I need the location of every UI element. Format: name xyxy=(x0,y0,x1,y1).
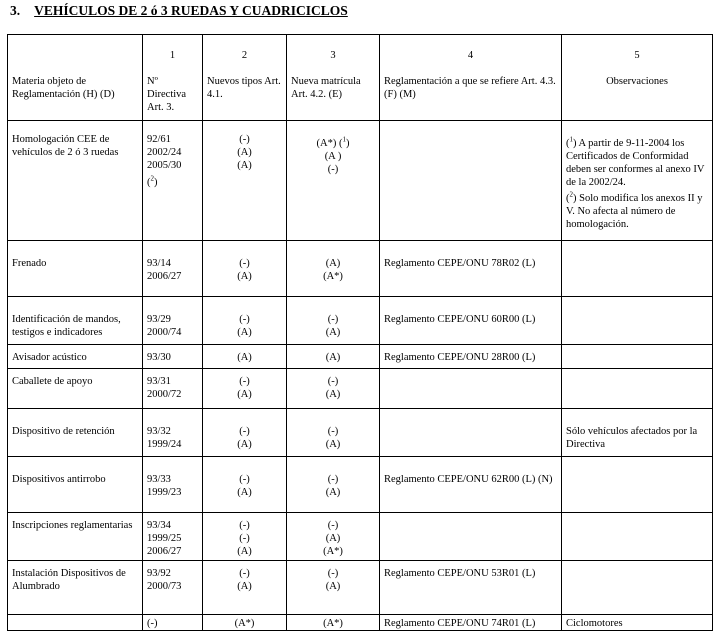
table-row xyxy=(8,615,713,631)
table-row xyxy=(8,457,713,513)
directiva-cell-line: 93/32 xyxy=(147,426,171,437)
directiva-cell-line: 1999/23 xyxy=(147,487,182,498)
directiva-cell xyxy=(143,297,203,345)
matricula-cell-line: (A) xyxy=(325,533,341,544)
directiva-cell-line: 2002/24 xyxy=(147,147,182,158)
reglamento-cell-text: Reglamento CEPE/ONU 74R01 (L) xyxy=(384,618,536,629)
table-row xyxy=(8,345,713,369)
directiva-cell-line: ($^2$) xyxy=(147,174,158,188)
directiva-cell-line: 1999/25 xyxy=(147,533,182,544)
observaciones-cell xyxy=(562,121,713,241)
directiva-cell xyxy=(143,369,203,409)
materia-cell-text: Caballete de apoyo xyxy=(12,376,93,387)
matricula-cell-line: (A) xyxy=(325,439,341,450)
reglamento-cell xyxy=(380,457,562,513)
materia-cell xyxy=(8,513,143,561)
table-row xyxy=(8,369,713,409)
reglamento-cell xyxy=(380,241,562,297)
header-observaciones: 5 Observaciones xyxy=(562,35,713,121)
matricula-cell-line: (A ) xyxy=(324,150,342,162)
materia-cell-text: Identificación de mandos, testigos e indicadores xyxy=(12,314,121,338)
materia-cell-text: Homologación CEE de vehículos de 2 ó 3 ruedas xyxy=(12,134,119,158)
directiva-cell-line: 1999/24 xyxy=(147,439,182,450)
header-reglamentacion: 4 Reglamentación a que se refiere Art. 4.3. (F) (M) xyxy=(380,35,562,121)
directiva-cell xyxy=(143,121,203,241)
directiva-cell-line: 93/14 xyxy=(147,258,171,269)
table-row xyxy=(8,121,713,241)
directiva-cell-line: 2006/27 xyxy=(147,546,182,557)
matricula-cell-line: (A*) xyxy=(323,271,343,282)
nuevos-tipos-cell-line: (-) xyxy=(239,134,250,145)
table-row xyxy=(8,513,713,561)
directiva-cell-line: 2000/72 xyxy=(147,389,182,400)
directiva-cell-line: 2000/74 xyxy=(147,327,182,338)
nuevos-tipos-cell-line: (-) xyxy=(239,474,250,485)
observacion-text: Sólo vehículos afectados por la Directiva xyxy=(566,426,698,450)
section-number: 3. xyxy=(10,3,21,18)
table-header-row xyxy=(8,35,713,121)
nuevos-tipos-cell-line: (A) xyxy=(237,581,252,592)
reglamento-cell xyxy=(380,409,562,457)
nuevos-tipos-cell xyxy=(203,297,287,345)
matricula-cell-line: (A) xyxy=(325,258,341,269)
regulation-table xyxy=(7,34,713,631)
materia-cell xyxy=(8,345,143,369)
matricula-cell-line: (-) xyxy=(327,163,339,175)
directiva-cell-line: 93/92 xyxy=(147,568,171,579)
directiva-cell xyxy=(143,513,203,561)
matricula-cell-line: (A*) ($^1$) xyxy=(316,135,350,149)
nuevos-tipos-cell-line: (-) xyxy=(239,376,250,387)
matricula-cell xyxy=(287,241,380,297)
materia-cell xyxy=(8,297,143,345)
observaciones-cell xyxy=(562,369,713,409)
observaciones-cell xyxy=(562,345,713,369)
nuevos-tipos-cell xyxy=(203,345,287,369)
matricula-cell xyxy=(287,297,380,345)
matricula-cell xyxy=(287,409,380,457)
matricula-cell xyxy=(287,121,380,241)
nuevos-tipos-cell xyxy=(203,457,287,513)
nuevos-tipos-cell-line: (-) xyxy=(239,520,250,531)
matricula-cell-line: (-) xyxy=(327,568,339,579)
materia-cell-text: Frenado xyxy=(12,258,47,269)
nuevos-tipos-cell-line: (-) xyxy=(239,314,250,325)
header-nueva-matricula: 3 Nueva matrícula Art. 4.2. (E) xyxy=(287,35,380,121)
nuevos-tipos-cell xyxy=(203,121,287,241)
materia-cell xyxy=(8,561,143,615)
matricula-cell xyxy=(287,345,380,369)
header-materia: Materia objeto de Reglamentación (H) (D) xyxy=(8,35,143,121)
nuevos-tipos-cell-line: (A) xyxy=(237,352,252,363)
nuevos-tipos-cell-line: (A) xyxy=(237,271,252,282)
nuevos-tipos-cell-line: (-) xyxy=(239,533,250,544)
directiva-cell xyxy=(143,345,203,369)
nuevos-tipos-cell-line: (A) xyxy=(237,147,252,158)
reglamento-cell-text: Reglamento CEPE/ONU 28R00 (L) xyxy=(384,352,536,363)
directiva-cell-line: 93/34 xyxy=(147,520,171,531)
nuevos-tipos-cell-line: (A) xyxy=(237,327,252,338)
matricula-cell xyxy=(287,457,380,513)
materia-cell-text: Dispositivos antirrobo xyxy=(12,474,106,485)
section-title: VEHÍCULOS DE 2 ó 3 RUEDAS Y CUADRICICLOS xyxy=(34,3,348,18)
directiva-cell-line: 2006/27 xyxy=(147,271,182,282)
nuevos-tipos-cell-line: (A*) xyxy=(234,618,255,629)
reglamento-cell-text: Reglamento CEPE/ONU 60R00 (L) xyxy=(384,314,536,325)
section-heading xyxy=(10,3,348,19)
nuevos-tipos-cell xyxy=(203,513,287,561)
observaciones-cell xyxy=(562,457,713,513)
matricula-cell-line: (-) xyxy=(327,520,339,531)
nuevos-tipos-cell-line: (A) xyxy=(237,389,252,400)
observaciones-cell xyxy=(562,241,713,297)
materia-cell xyxy=(8,615,143,631)
reglamento-cell xyxy=(380,369,562,409)
header-nuevos-tipos: 2 Nuevos tipos Art. 4.1. xyxy=(203,35,287,121)
matricula-cell-line: (A*) xyxy=(323,618,343,629)
materia-cell-text: Dispositivo de retención xyxy=(12,426,115,437)
reglamento-cell xyxy=(380,513,562,561)
materia-cell-text: Inscripciones reglamentarias xyxy=(12,520,133,531)
reglamento-cell xyxy=(380,345,562,369)
observaciones-cell xyxy=(562,561,713,615)
directiva-cell xyxy=(143,561,203,615)
matricula-cell-line: (-) xyxy=(327,474,339,485)
nuevos-tipos-cell xyxy=(203,241,287,297)
reglamento-cell-text: Reglamento CEPE/ONU 62R00 (L) (N) xyxy=(384,474,553,485)
table-row xyxy=(8,409,713,457)
materia-cell xyxy=(8,409,143,457)
materia-cell xyxy=(8,369,143,409)
directiva-cell xyxy=(143,457,203,513)
observacion-text: ($^2$) Solo modifica los anexos II y V. No afecta al número de homologación. xyxy=(566,190,703,230)
observaciones-cell xyxy=(562,615,713,631)
materia-cell xyxy=(8,457,143,513)
matricula-cell-line: (A) xyxy=(325,389,341,400)
matricula-cell-line: (-) xyxy=(327,376,339,387)
table-row xyxy=(8,561,713,615)
observaciones-cell xyxy=(562,297,713,345)
observacion-text: Ciclomotores xyxy=(566,618,623,629)
nuevos-tipos-cell xyxy=(203,615,287,631)
observaciones-cell xyxy=(562,513,713,561)
table-row xyxy=(8,297,713,345)
materia-cell xyxy=(8,121,143,241)
matricula-cell-line: (A) xyxy=(325,352,341,363)
nuevos-tipos-cell xyxy=(203,369,287,409)
reglamento-cell-text: Reglamento CEPE/ONU 78R02 (L) xyxy=(384,258,536,269)
directiva-cell-line: 93/31 xyxy=(147,376,171,387)
reglamento-cell xyxy=(380,297,562,345)
directiva-cell xyxy=(143,615,203,631)
matricula-cell xyxy=(287,561,380,615)
reglamento-cell-text: Reglamento CEPE/ONU 53R01 (L) xyxy=(384,568,536,579)
nuevos-tipos-cell xyxy=(203,561,287,615)
matricula-cell-line: (-) xyxy=(327,426,339,437)
reglamento-cell xyxy=(380,121,562,241)
directiva-cell-line: 93/33 xyxy=(147,474,171,485)
nuevos-tipos-cell-line: (-) xyxy=(239,568,250,579)
table-row xyxy=(8,241,713,297)
materia-cell-text: Instalación Dispositivos de Alumbrado xyxy=(12,568,126,592)
directiva-cell xyxy=(143,241,203,297)
matricula-cell xyxy=(287,513,380,561)
nuevos-tipos-cell-line: (A) xyxy=(237,439,252,450)
matricula-cell-line: (A) xyxy=(325,487,341,498)
observaciones-cell xyxy=(562,409,713,457)
matricula-cell xyxy=(287,369,380,409)
directiva-cell-line: 93/30 xyxy=(147,352,171,363)
matricula-cell-line: (-) xyxy=(327,314,339,325)
matricula-cell-line: (A) xyxy=(325,581,341,592)
reglamento-cell xyxy=(380,561,562,615)
nuevos-tipos-cell-line: (A) xyxy=(237,487,252,498)
directiva-cell-line: 2000/73 xyxy=(147,581,182,592)
matricula-cell xyxy=(287,615,380,631)
directiva-cell xyxy=(143,409,203,457)
directiva-cell-line: 92/61 xyxy=(147,134,171,145)
directiva-cell-line: 93/29 xyxy=(147,314,171,325)
matricula-cell-line: (A*) xyxy=(323,546,343,557)
table-body xyxy=(8,121,713,631)
matricula-cell-line: (A) xyxy=(325,327,341,338)
reglamento-cell xyxy=(380,615,562,631)
nuevos-tipos-cell-line: (-) xyxy=(239,258,250,269)
nuevos-tipos-cell-line: (A) xyxy=(237,160,252,171)
directiva-cell-line: 2005/30 xyxy=(147,160,182,171)
materia-cell-text: Avisador acústico xyxy=(12,352,87,363)
directiva-cell-line: (-) xyxy=(147,618,158,629)
nuevos-tipos-cell-line: (A) xyxy=(237,546,252,557)
observacion-text: ($^1$) A partir de 9-11-2004 los Certificados de Conformidad deben ser conformes al anexo IV de la 2002/24. xyxy=(566,135,705,188)
nuevos-tipos-cell-line: (-) xyxy=(239,426,250,437)
nuevos-tipos-cell xyxy=(203,409,287,457)
header-directiva: 1 Nº Directiva Art. 3. xyxy=(143,35,203,121)
materia-cell xyxy=(8,241,143,297)
